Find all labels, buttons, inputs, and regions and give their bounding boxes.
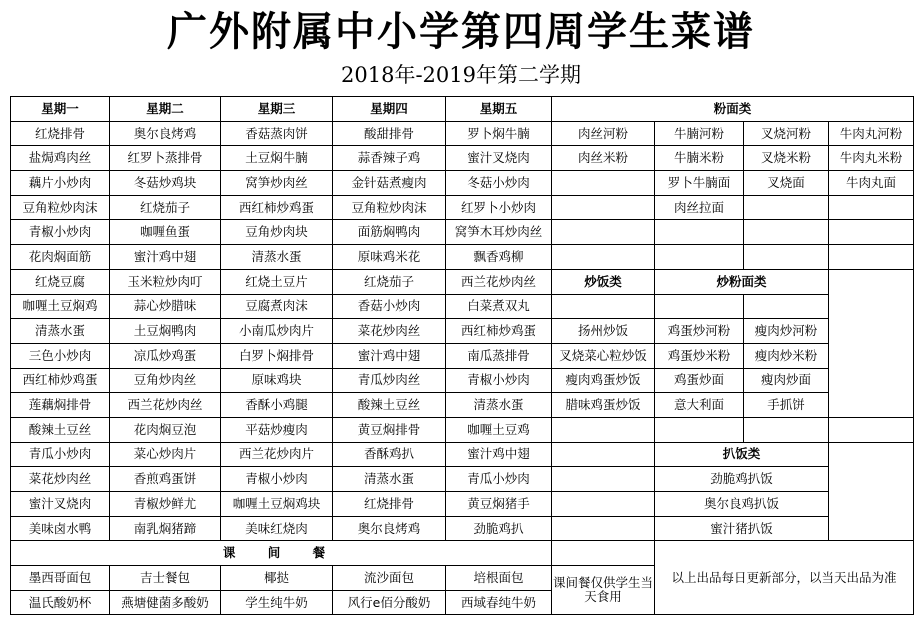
fried-rice-cell: 扬州炒饭 — [552, 319, 655, 344]
dish-cell: 美味卤水鸭 — [11, 516, 110, 541]
table-row — [11, 492, 914, 517]
dish-cell: 土豆焖鸭肉 — [110, 319, 221, 344]
snack-cell: 吉士餐包 — [110, 566, 221, 591]
dish-cell: 清蒸水蛋 — [11, 319, 110, 344]
dish-cell: 豆角粒炒肉沫 — [11, 195, 110, 220]
noodle-cell: 牛肉丸面 — [829, 171, 914, 196]
dish-cell: 豆角炒肉丝 — [110, 368, 221, 393]
fried-noodle-cell: 瘦肉炒河粉 — [744, 319, 829, 344]
dish-cell: 红烧茄子 — [110, 195, 221, 220]
dish-cell: 酸辣土豆丝 — [333, 393, 446, 418]
dish-cell: 咖喱鱼蛋 — [110, 220, 221, 245]
section-title-grill: 扒饭类 — [655, 442, 829, 467]
dish-cell: 盐焗鸡肉丝 — [11, 146, 110, 171]
page-subtitle: 2018年-2019年第二学期 — [341, 63, 581, 87]
empty-cell — [829, 269, 914, 417]
dish-cell: 香酥鸡扒 — [333, 442, 446, 467]
table-row — [11, 319, 914, 344]
dish-cell: 青瓜小炒肉 — [11, 442, 110, 467]
dish-cell: 劲脆鸡扒 — [446, 516, 552, 541]
empty-cell — [744, 417, 829, 442]
noodle-cell: 叉烧米粉 — [744, 146, 829, 171]
menu-table — [10, 96, 914, 615]
dish-cell: 蜜汁鸡中翅 — [333, 343, 446, 368]
dish-cell: 红烧排骨 — [333, 492, 446, 517]
table-row — [11, 97, 914, 122]
dish-cell: 黄豆焖猪手 — [446, 492, 552, 517]
snack-cell: 墨西哥面包 — [11, 566, 110, 591]
noodle-cell: 牛腩米粉 — [655, 146, 744, 171]
snack-cell: 西域春纯牛奶 — [446, 590, 552, 615]
footnote: 以上出品每日更新部分，以当天出品为准 — [655, 541, 914, 615]
table-row — [11, 442, 914, 467]
dish-cell: 红罗卜小炒肉 — [446, 195, 552, 220]
empty-cell — [655, 417, 744, 442]
dish-cell: 面筋焖鸭肉 — [333, 220, 446, 245]
snack-cell: 椰挞 — [221, 566, 333, 591]
dish-cell: 蜜汁叉烧肉 — [11, 492, 110, 517]
dish-cell: 奥尔良烤鸡 — [333, 516, 446, 541]
dish-cell: 香酥小鸡腿 — [221, 393, 333, 418]
table-row — [11, 220, 914, 245]
noodle-cell — [744, 195, 829, 220]
noodle-cell — [744, 245, 829, 270]
dish-cell: 美味红烧肉 — [221, 516, 333, 541]
dish-cell: 花肉焖面筋 — [11, 245, 110, 270]
section-title-fried-noodles: 炒粉面类 — [655, 269, 829, 294]
dish-cell: 香菇蒸肉饼 — [221, 121, 333, 146]
fried-noodle-cell: 鸡蛋炒米粉 — [655, 343, 744, 368]
fried-noodle-cell: 鸡蛋炒面 — [655, 368, 744, 393]
dish-cell: 红烧豆腐 — [11, 269, 110, 294]
dish-cell: 香菇小炒肉 — [333, 294, 446, 319]
dish-cell: 香煎鸡蛋饼 — [110, 467, 221, 492]
dish-cell: 青瓜炒肉丝 — [333, 368, 446, 393]
day-header: 星期二 — [110, 97, 221, 122]
dish-cell: 冬菇小炒肉 — [446, 171, 552, 196]
dish-cell: 青椒小炒肉 — [446, 368, 552, 393]
dish-cell: 凉瓜炒鸡蛋 — [110, 343, 221, 368]
table-row — [11, 245, 914, 270]
snack-cell: 流沙面包 — [333, 566, 446, 591]
dish-cell: 白菜煮双丸 — [446, 294, 552, 319]
fried-noodle-cell: 鸡蛋炒河粉 — [655, 319, 744, 344]
day-header: 星期一 — [11, 97, 110, 122]
dish-cell: 飘香鸡柳 — [446, 245, 552, 270]
snack-cell: 学生纯牛奶 — [221, 590, 333, 615]
table-row — [11, 146, 914, 171]
dish-cell: 红烧土豆片 — [221, 269, 333, 294]
dish-cell: 土豆焖牛腩 — [221, 146, 333, 171]
fried-noodle-cell: 瘦肉炒米粉 — [744, 343, 829, 368]
dish-cell: 罗卜焖牛腩 — [446, 121, 552, 146]
dish-cell: 酸辣土豆丝 — [11, 417, 110, 442]
table-row — [11, 368, 914, 393]
dish-cell: 豆腐煮肉沫 — [221, 294, 333, 319]
dish-cell: 清蒸水蛋 — [333, 467, 446, 492]
noodle-cell: 牛肉丸河粉 — [829, 121, 914, 146]
empty-cell — [829, 417, 914, 442]
day-header: 星期三 — [221, 97, 333, 122]
table-row — [11, 343, 914, 368]
noodle-cell — [655, 220, 744, 245]
dish-cell: 西兰花炒肉片 — [221, 442, 333, 467]
noodle-cell — [552, 220, 655, 245]
table-row — [11, 541, 914, 566]
fried-rice-cell: 腊味鸡蛋炒饭 — [552, 393, 655, 418]
dish-cell: 蒜香辣子鸡 — [333, 146, 446, 171]
dish-cell: 西兰花炒肉丝 — [446, 269, 552, 294]
section-title-noodles: 粉面类 — [552, 97, 914, 122]
noodle-cell: 叉烧河粉 — [744, 121, 829, 146]
dish-cell: 豆角粒炒肉沫 — [333, 195, 446, 220]
empty-cell — [552, 294, 655, 319]
dish-cell: 莲藕焖排骨 — [11, 393, 110, 418]
dish-cell: 藕片小炒肉 — [11, 171, 110, 196]
dish-cell: 蜜汁叉烧肉 — [446, 146, 552, 171]
table-row — [11, 467, 914, 492]
noodle-cell — [552, 245, 655, 270]
table-row — [11, 195, 914, 220]
dish-cell: 酸甜排骨 — [333, 121, 446, 146]
table-row — [11, 393, 914, 418]
dish-cell: 南瓜蒸排骨 — [446, 343, 552, 368]
noodle-cell: 牛肉丸米粉 — [829, 146, 914, 171]
dish-cell: 冬菇炒鸡块 — [110, 171, 221, 196]
dish-cell: 西红柿炒鸡蛋 — [446, 319, 552, 344]
dish-cell: 南乳焖猪蹄 — [110, 516, 221, 541]
table-row — [11, 171, 914, 196]
dish-cell: 金针菇煮瘦肉 — [333, 171, 446, 196]
dish-cell: 菜花炒肉丝 — [333, 319, 446, 344]
empty-cell — [552, 541, 655, 566]
dish-cell: 蜜汁鸡中翅 — [446, 442, 552, 467]
noodle-cell: 罗卜牛腩面 — [655, 171, 744, 196]
dish-cell: 西兰花炒肉丝 — [110, 393, 221, 418]
dish-cell: 青椒小炒肉 — [221, 467, 333, 492]
dish-cell: 白罗卜焖排骨 — [221, 343, 333, 368]
table-row — [11, 294, 914, 319]
table-row — [11, 417, 914, 442]
table-row — [11, 269, 914, 294]
dish-cell: 原味鸡米花 — [333, 245, 446, 270]
dish-cell: 咖喱土豆鸡 — [446, 417, 552, 442]
dish-cell: 西红柿炒鸡蛋 — [11, 368, 110, 393]
dish-cell: 三色小炒肉 — [11, 343, 110, 368]
dish-cell: 黄豆焖排骨 — [333, 417, 446, 442]
noodle-cell: 牛腩河粉 — [655, 121, 744, 146]
grill-cell: 奥尔良鸡扒饭 — [655, 492, 829, 517]
dish-cell: 蜜汁鸡中翅 — [110, 245, 221, 270]
dish-cell: 红罗卜蒸排骨 — [110, 146, 221, 171]
empty-cell — [744, 294, 829, 319]
dish-cell: 清蒸水蛋 — [221, 245, 333, 270]
dish-cell: 小南瓜炒肉片 — [221, 319, 333, 344]
noodle-cell — [744, 220, 829, 245]
dish-cell: 咖喱土豆焖鸡块 — [221, 492, 333, 517]
dish-cell: 豆角炒肉块 — [221, 220, 333, 245]
snack-cell: 温氏酸奶杯 — [11, 590, 110, 615]
noodle-cell: 肉丝拉面 — [655, 195, 744, 220]
dish-cell: 平菇炒瘦肉 — [221, 417, 333, 442]
noodle-cell — [552, 195, 655, 220]
empty-cell — [655, 294, 744, 319]
dish-cell: 窝笋木耳炒肉丝 — [446, 220, 552, 245]
fried-noodle-cell: 瘦肉炒面 — [744, 368, 829, 393]
grill-cell: 劲脆鸡扒饭 — [655, 467, 829, 492]
noodle-cell — [552, 171, 655, 196]
dish-cell: 奥尔良烤鸡 — [110, 121, 221, 146]
empty-cell — [552, 442, 655, 467]
empty-cell — [552, 467, 655, 492]
dish-cell: 菜花炒肉丝 — [11, 467, 110, 492]
dish-cell: 红烧茄子 — [333, 269, 446, 294]
noodle-cell: 叉烧面 — [744, 171, 829, 196]
fried-noodle-cell: 手抓饼 — [744, 393, 829, 418]
dish-cell: 花肉焖豆泡 — [110, 417, 221, 442]
day-header: 星期五 — [446, 97, 552, 122]
table-row — [11, 121, 914, 146]
noodle-cell: 肉丝河粉 — [552, 121, 655, 146]
dish-cell: 窝笋炒肉丝 — [221, 171, 333, 196]
dish-cell: 原味鸡块 — [221, 368, 333, 393]
snack-cell: 培根面包 — [446, 566, 552, 591]
empty-cell — [829, 442, 914, 541]
page-title: 广外附属中小学第四周学生菜谱 — [167, 8, 755, 55]
fried-noodle-cell: 意大利面 — [655, 393, 744, 418]
noodle-cell — [829, 195, 914, 220]
dish-cell: 西红柿炒鸡蛋 — [221, 195, 333, 220]
grill-cell: 蜜汁猪扒饭 — [655, 516, 829, 541]
snack-cell: 燕塘健菌多酸奶 — [110, 590, 221, 615]
snack-cell: 风行e佰分酸奶 — [333, 590, 446, 615]
fried-rice-cell: 瘦肉鸡蛋炒饭 — [552, 368, 655, 393]
dish-cell: 咖喱土豆焖鸡 — [11, 294, 110, 319]
noodle-cell: 肉丝米粉 — [552, 146, 655, 171]
empty-cell — [552, 516, 655, 541]
dish-cell: 蒜心炒腊味 — [110, 294, 221, 319]
dish-cell: 菜心炒肉片 — [110, 442, 221, 467]
noodle-cell — [829, 245, 914, 270]
noodle-cell — [829, 220, 914, 245]
dish-cell: 青椒小炒肉 — [11, 220, 110, 245]
table-row — [11, 516, 914, 541]
empty-cell — [552, 417, 655, 442]
snack-note: 课间餐仅供学生当天食用 — [552, 566, 655, 615]
empty-cell — [552, 492, 655, 517]
dish-cell: 清蒸水蛋 — [446, 393, 552, 418]
day-header: 星期四 — [333, 97, 446, 122]
dish-cell: 青瓜小炒肉 — [446, 467, 552, 492]
dish-cell: 红烧排骨 — [11, 121, 110, 146]
fried-rice-cell: 叉烧菜心粒炒饭 — [552, 343, 655, 368]
dish-cell: 玉米粒炒肉叮 — [110, 269, 221, 294]
section-title-fried-rice: 炒饭类 — [552, 269, 655, 294]
noodle-cell — [655, 245, 744, 270]
dish-cell: 青椒炒鲜尤 — [110, 492, 221, 517]
snack-title: 课 间 餐 — [11, 541, 552, 566]
